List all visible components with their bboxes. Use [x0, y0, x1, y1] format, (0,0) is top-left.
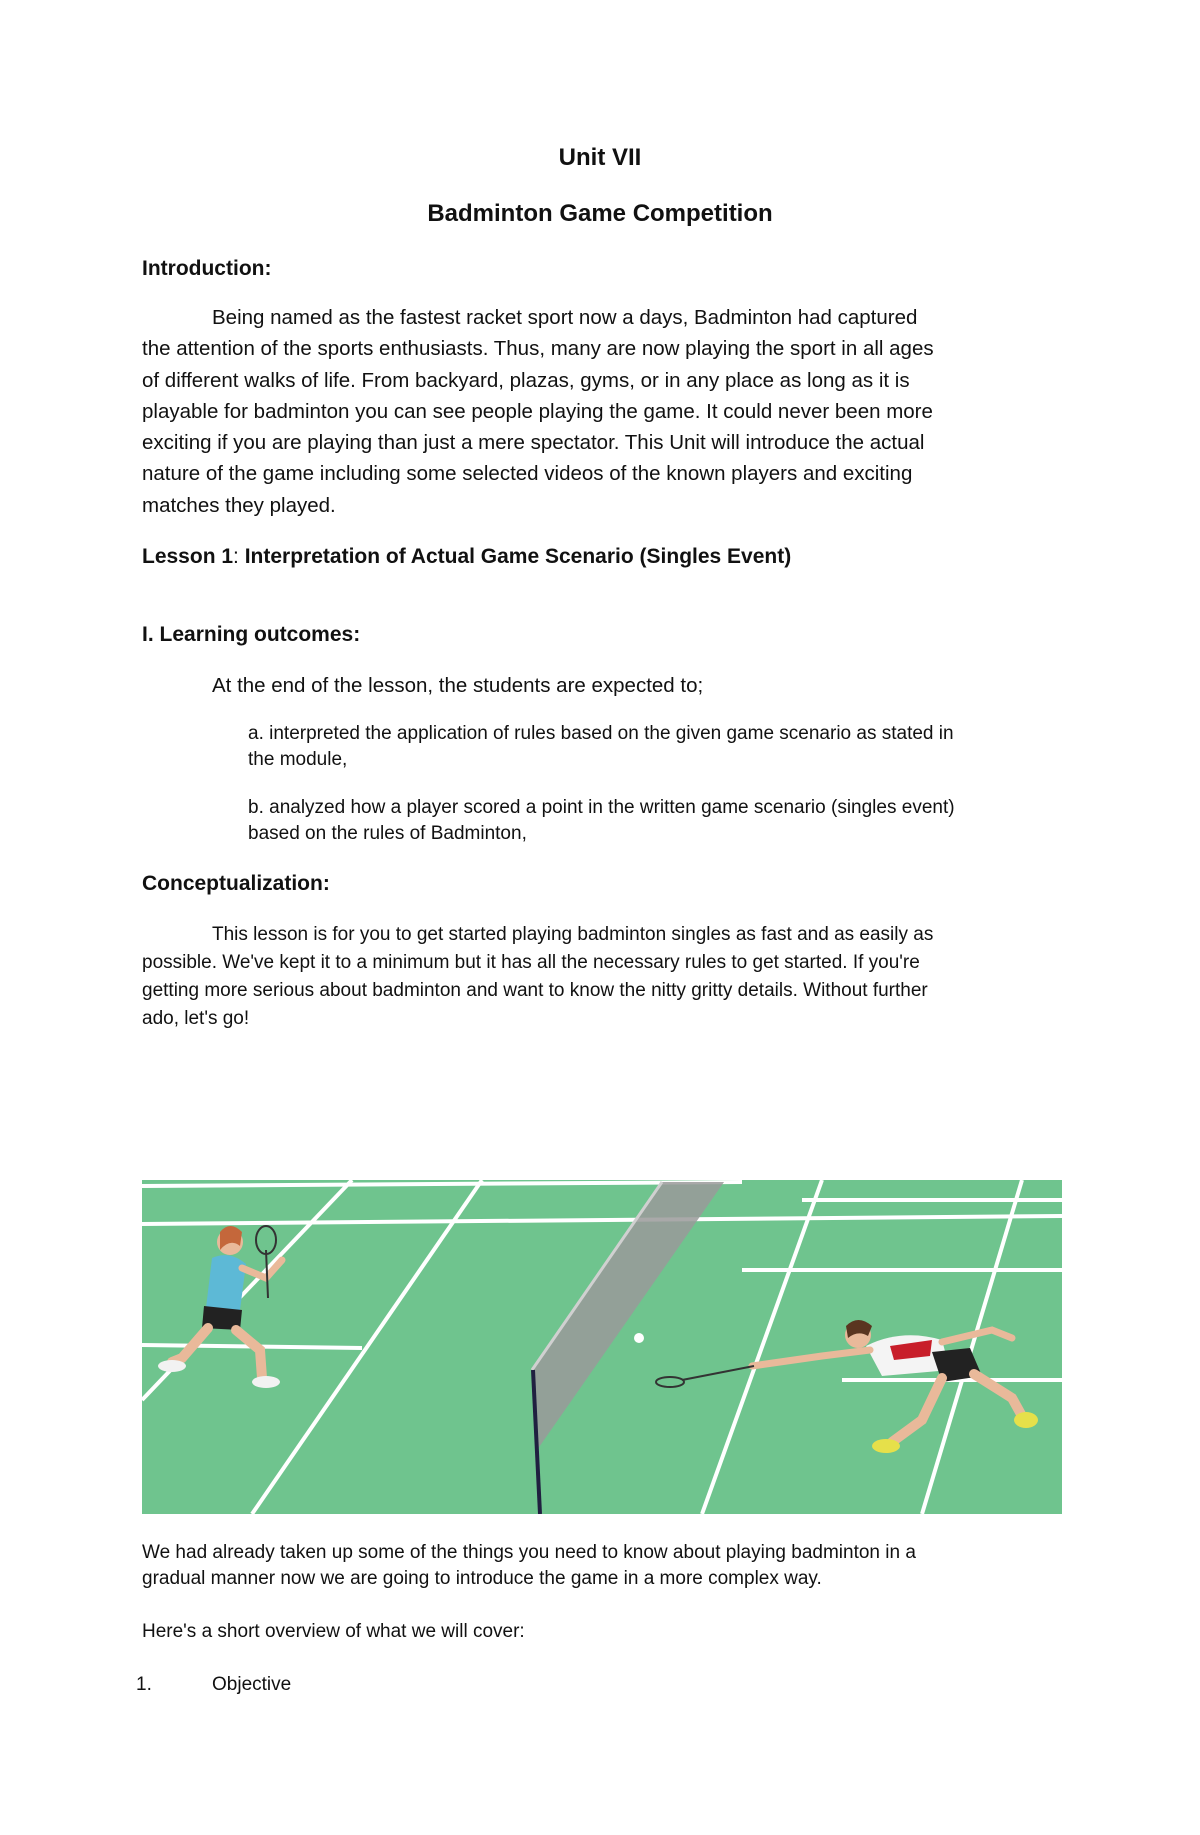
outcome-line: the module,: [248, 749, 348, 770]
outcome-b: [248, 795, 955, 847]
outcomes-intro: At the end of the lesson, the students are expected to;: [212, 674, 704, 697]
paragraph-line: Being named as the fastest racket sport now a days, Badminton had captured: [212, 306, 918, 329]
lesson-separator: :: [233, 545, 239, 568]
paragraph-line: ado, let's go!: [142, 1008, 250, 1029]
learning-outcomes-heading: I. Learning outcomes:: [142, 623, 361, 646]
shuttlecock: [634, 1333, 644, 1343]
lesson-label: Lesson 1: [142, 545, 234, 568]
paragraph-line: playable for badminton you can see people playing the game. It could never been more: [142, 399, 933, 423]
badminton-court-illustration: [142, 1180, 1062, 1514]
conceptualization-heading: Conceptualization:: [142, 872, 330, 895]
list-item-text: Objective: [212, 1674, 292, 1695]
outcome-line: based on the rules of Badminton,: [248, 823, 527, 844]
after-photo-paragraph: [142, 1540, 916, 1592]
lesson-title: Interpretation of Actual Game Scenario (Singles Event): [238, 545, 792, 568]
document-subtitle: Badminton Game Competition: [427, 200, 773, 227]
overview-line: Here's a short overview of what we will cover:: [142, 1621, 525, 1642]
introduction-paragraph: [142, 302, 934, 521]
paragraph-line: This lesson is for you to get started playing badminton singles as fast and as easily as: [212, 924, 934, 945]
paragraph-line: of different walks of life. From backyard, plazas, gyms, or in any place as long as it is: [142, 368, 910, 392]
paragraph-line: gradual manner now we are going to introduce the game in a more complex way.: [142, 1568, 822, 1589]
paragraph-line: matches they played.: [142, 493, 336, 517]
unit-title: Unit VII: [558, 144, 642, 171]
introduction-heading: Introduction:: [142, 257, 272, 280]
outcome-line: b. analyzed how a player scored a point in the written game scenario (singles event): [248, 797, 955, 818]
badminton-photo: [142, 1180, 1062, 1514]
list-item-number: 1.: [136, 1674, 152, 1695]
conceptualization-paragraph: [142, 921, 933, 1033]
outcome-a: [248, 721, 954, 773]
paragraph-line: possible. We've kept it to a minimum but it has all the necessary rules to get started. If you're: [142, 952, 920, 973]
paragraph-line: We had already taken up some of the things you need to know about playing badminton in a: [142, 1542, 916, 1563]
lesson-heading: [142, 544, 791, 570]
paragraph-line: getting more serious about badminton and want to know the nitty gritty details. Without further: [142, 980, 928, 1001]
paragraph-line: the attention of the sports enthusiasts. Thus, many are now playing the sport in all ages: [142, 337, 934, 361]
paragraph-line: nature of the game including some selected videos of the known players and exciting: [142, 462, 913, 486]
outcome-line: a. interpreted the application of rules based on the given game scenario as stated in: [248, 723, 954, 744]
paragraph-line: exciting if you are playing than just a mere spectator. This Unit will introduce the actual: [142, 431, 925, 455]
